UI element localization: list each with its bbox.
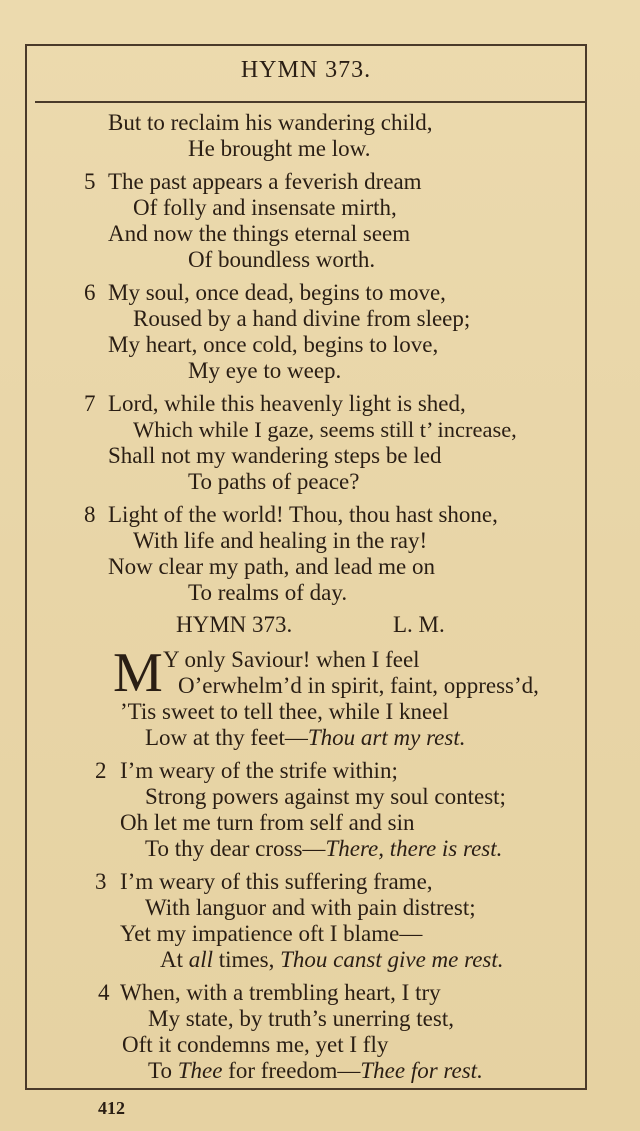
verse-line: Oft it condemns me, yet I fly bbox=[122, 1032, 389, 1057]
verse-line: And now the things eternal seem bbox=[108, 221, 411, 246]
verse-line: He brought me low. bbox=[188, 136, 371, 161]
verse-text-italic: Thee bbox=[177, 1058, 223, 1083]
verse-line bbox=[145, 725, 465, 751]
verse-line: With life and healing in the ray! bbox=[133, 528, 428, 553]
verse-line: O’erwhelm’d in spirit, faint, oppress’d, bbox=[178, 673, 539, 698]
verse-line: With languor and with pain distrest; bbox=[145, 895, 476, 920]
hymn-heading: HYMN 373. bbox=[176, 612, 293, 637]
stanza-number: 8 bbox=[84, 502, 96, 527]
verse-text-italic: all bbox=[188, 947, 214, 972]
verse-line: The past appears a feverish dream bbox=[108, 169, 422, 194]
stanza-number: 7 bbox=[84, 391, 96, 416]
verse-line: Which while I gaze, seems still t’ increase, bbox=[133, 417, 517, 442]
verse-line: Strong powers against my soul contest; bbox=[145, 784, 506, 809]
verse-line bbox=[160, 947, 504, 973]
verse-line: ’Tis sweet to tell thee, while I kneel bbox=[120, 699, 449, 724]
verse-line: When, with a trembling heart, I try bbox=[120, 980, 441, 1005]
verse-text: To bbox=[148, 1058, 178, 1083]
verse-text: At bbox=[160, 947, 189, 972]
verse-line: Roused by a hand divine from sleep; bbox=[133, 306, 471, 331]
verse-line: My heart, once cold, begins to love, bbox=[108, 332, 439, 357]
verse-text-italic: There, there is rest. bbox=[325, 836, 503, 861]
verse-line bbox=[148, 1058, 483, 1084]
verse-text: To thy dear cross— bbox=[145, 836, 326, 861]
verse-text: for freedom— bbox=[222, 1058, 361, 1083]
verse-text: times, bbox=[213, 947, 281, 972]
running-title: HYMN 373. bbox=[240, 57, 372, 83]
verse-line: I’m weary of the strife within; bbox=[120, 758, 398, 783]
verse-line: My eye to weep. bbox=[188, 358, 342, 383]
verse-text-italic: Thou canst give me rest. bbox=[280, 947, 504, 972]
verse-line: Light of the world! Thou, thou hast shone, bbox=[108, 502, 498, 527]
stanza-number: 5 bbox=[84, 169, 96, 194]
verse-line: To paths of peace? bbox=[188, 469, 360, 494]
stanza-number: 6 bbox=[84, 280, 96, 305]
header-rule bbox=[35, 101, 587, 103]
verse-line: Y only Saviour! when I feel bbox=[163, 647, 420, 672]
verse-line: Now clear my path, and lead me on bbox=[108, 554, 435, 579]
verse-text-italic: Thee for rest. bbox=[360, 1058, 483, 1083]
hymn-meter: L. M. bbox=[393, 612, 445, 637]
verse-line bbox=[145, 836, 502, 862]
verse-line: My state, by truth’s unerring test, bbox=[148, 1006, 454, 1031]
stanza-number: 2 bbox=[95, 758, 107, 783]
stanza-number: 4 bbox=[98, 980, 110, 1005]
verse-line: To realms of day. bbox=[188, 580, 348, 605]
verse-text: Low at thy feet— bbox=[145, 725, 308, 750]
verse-line: Of boundless worth. bbox=[188, 247, 376, 272]
verse-line: My soul, once dead, begins to move, bbox=[108, 280, 446, 305]
verse-line: Shall not my wandering steps be led bbox=[108, 443, 442, 468]
verse-text-italic: Thou art my rest. bbox=[307, 725, 466, 750]
drop-cap: M bbox=[113, 642, 163, 704]
verse-line: Of folly and insensate mirth, bbox=[133, 195, 397, 220]
verse-line: Oh let me turn from self and sin bbox=[120, 810, 415, 835]
verse-line: Lord, while this heavenly light is shed, bbox=[108, 391, 466, 416]
page-number: 412 bbox=[98, 1098, 125, 1118]
verse-line: But to reclaim his wandering child, bbox=[108, 110, 433, 135]
stanza-number: 3 bbox=[95, 869, 107, 894]
verse-line: I’m weary of this suffering frame, bbox=[120, 869, 433, 894]
verse-line: Yet my impatience oft I blame— bbox=[120, 921, 423, 946]
